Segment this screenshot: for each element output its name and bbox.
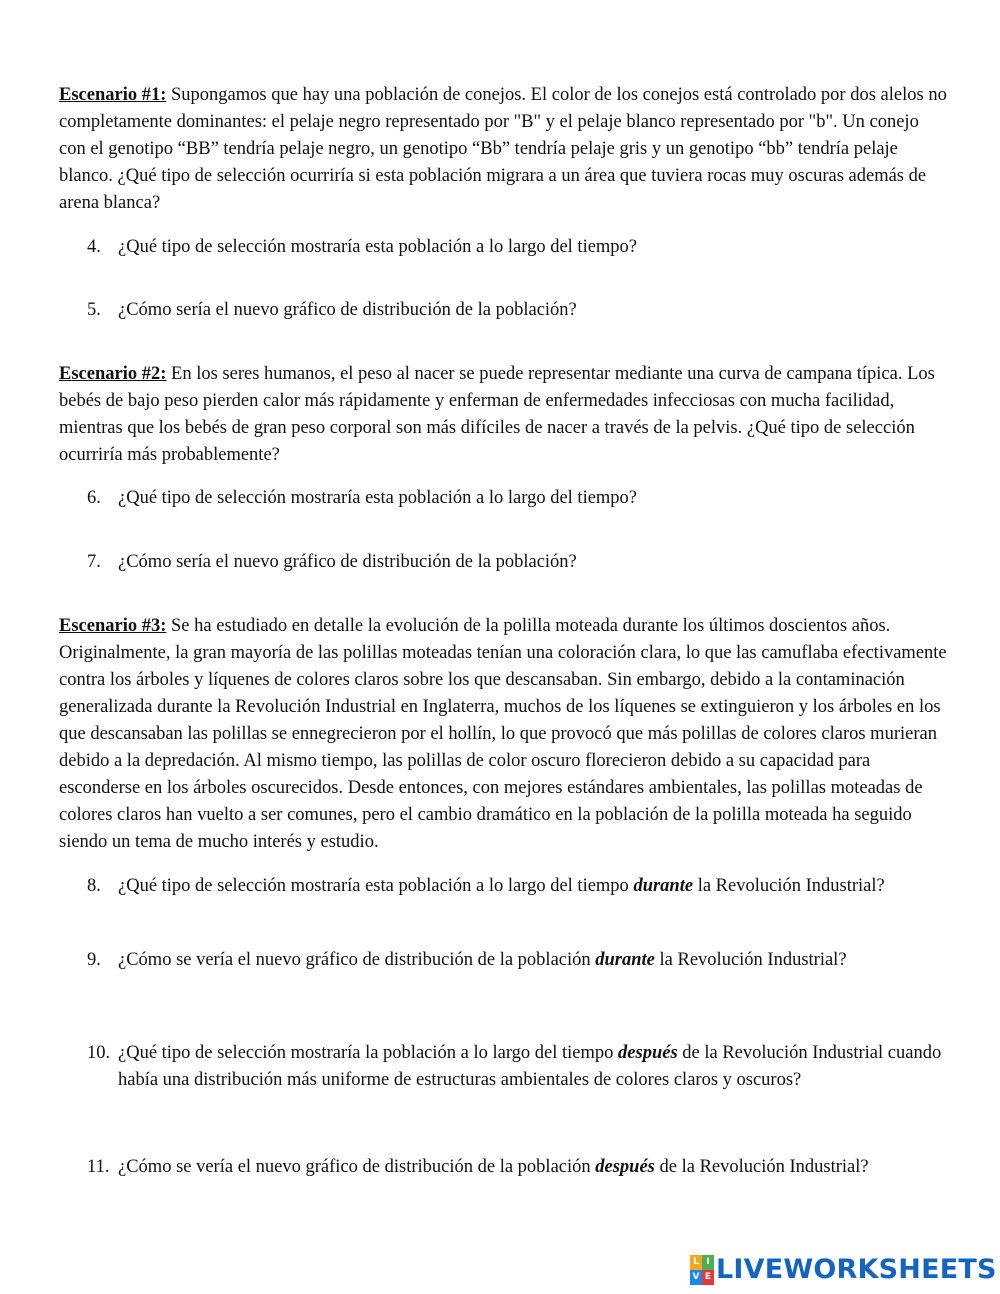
- question-8[interactable]: [59, 873, 949, 900]
- scenario-2-paragraph: [59, 361, 949, 469]
- scenario-1-paragraph: [59, 82, 949, 217]
- question-5-text: ¿Cómo sería el nuevo gráfico de distribución de la población?: [118, 300, 577, 320]
- question-6[interactable]: [59, 485, 949, 512]
- question-9-text-end: la Revolución Industrial?: [654, 950, 847, 970]
- question-6-text: ¿Qué tipo de selección mostraría esta población a lo largo del tiempo?: [118, 488, 638, 508]
- question-8-text-start: ¿Qué tipo de selección mostraría esta población a lo largo del tiempo: [118, 876, 634, 896]
- question-11-emphasis: después: [595, 1157, 655, 1177]
- question-7[interactable]: [59, 549, 949, 576]
- question-4[interactable]: [59, 234, 949, 261]
- worksheet-page: [59, 82, 949, 1181]
- question-8-number: 8.: [87, 876, 101, 896]
- question-9-text-start: ¿Cómo se vería el nuevo gráfico de distribución de la población: [118, 950, 596, 970]
- question-9-emphasis: durante: [595, 950, 655, 970]
- question-8-text-end: la Revolución Industrial?: [693, 876, 885, 896]
- badge-letter-e: E: [702, 1270, 714, 1285]
- question-7-text: ¿Cómo sería el nuevo gráfico de distribución de la población?: [118, 552, 577, 572]
- question-9-number: 9.: [87, 950, 101, 970]
- badge-letter-l: L: [690, 1255, 702, 1270]
- scenario-1-text: Supongamos que hay una población de conejos. El color de los conejos está controlado por dos alelos no completamente dominantes: el pelaje negro representado por "B" y el pelaje blanco representado por "b". Un conejo con el genotipo “BB” tendría pelaje negro, un genotipo “Bb” tendría pelaje gris y un genotipo “bb” tendría pelaje blanco. ¿Qué tipo de selección ocurriría si esta población migrara a un área que tuviera rocas muy oscuras además de arena blanca?: [59, 85, 947, 213]
- scenario-3-label: Escenario #3:: [59, 616, 167, 636]
- logo-text: LIVEWORKSHEETS: [716, 1254, 997, 1285]
- question-8-emphasis: durante: [633, 876, 694, 896]
- scenario-2-text: En los seres humanos, el peso al nacer se puede representar mediante una curva de campana típica. Los bebés de bajo peso pierden calor más rápidamente y enferman de enfermedades infecciosas con mucha facilidad, mientras que los bebés de gran peso corporal son más difíciles de nacer a través de la pelvis. ¿Qué tipo de selección ocurriría más probablemente?: [59, 364, 935, 465]
- question-4-number: 4.: [87, 237, 101, 257]
- question-5-number: 5.: [87, 300, 101, 320]
- scenario-1-label: Escenario #1:: [59, 85, 167, 105]
- question-10-emphasis: después: [618, 1043, 678, 1063]
- question-10[interactable]: [59, 1040, 949, 1094]
- question-9[interactable]: [59, 947, 949, 974]
- question-11-text-end: de la Revolución Industrial?: [654, 1157, 869, 1177]
- scenario-3-text: Se ha estudiado en detalle la evolución de la polilla moteada durante los últimos doscientos años. Originalmente, la gran mayoría de las polillas moteadas tenían una coloración clara, lo que las camuflaba efectivamente contra los árboles y líquenes de colores claros sobre los que descansaban. Sin embargo, debido a la contaminación generalizada durante la Revolución Industrial en Inglaterra, muchos de los líquenes se extinguieron y los árboles en los que descansaban las polillas se ennegrecieron por el hollín, lo que provocó que más polillas de colores claros murieran debido a la depredación. Al mismo tiempo, las polillas de color oscuro florecieron debido a su capacidad para esconderse en los árboles oscurecidos. Desde entonces, con mejores estándares ambientales, las polillas moteadas de colores claros han vuelto a ser comunes, pero el cambio dramático en la población de la polilla moteada ha seguido siendo un tema de mucho interés y estudio.: [59, 616, 947, 852]
- question-11[interactable]: [59, 1154, 949, 1181]
- scenario-2-label: Escenario #2:: [59, 364, 167, 384]
- question-7-number: 7.: [87, 552, 101, 572]
- question-10-number: 10.: [87, 1043, 111, 1063]
- question-5[interactable]: [59, 297, 949, 324]
- badge-letter-i: I: [702, 1255, 714, 1270]
- live-badge-icon: [690, 1255, 714, 1285]
- question-10-text-end: de la Revolución Industrial cuando había una distribución más uniforme de estructuras ambientales de colores claros y oscuros?: [118, 1043, 942, 1090]
- badge-letter-v: V: [690, 1270, 702, 1285]
- question-10-text-start: ¿Qué tipo de selección mostraría la población a lo largo del tiempo: [118, 1043, 619, 1063]
- question-4-text: ¿Qué tipo de selección mostraría esta población a lo largo del tiempo?: [118, 237, 638, 257]
- question-11-text-start: ¿Cómo se vería el nuevo gráfico de distribución de la población: [118, 1157, 596, 1177]
- question-11-number: 11.: [87, 1157, 110, 1177]
- liveworksheets-logo: [690, 1254, 997, 1286]
- scenario-3-paragraph: [59, 613, 949, 856]
- question-6-number: 6.: [87, 488, 101, 508]
